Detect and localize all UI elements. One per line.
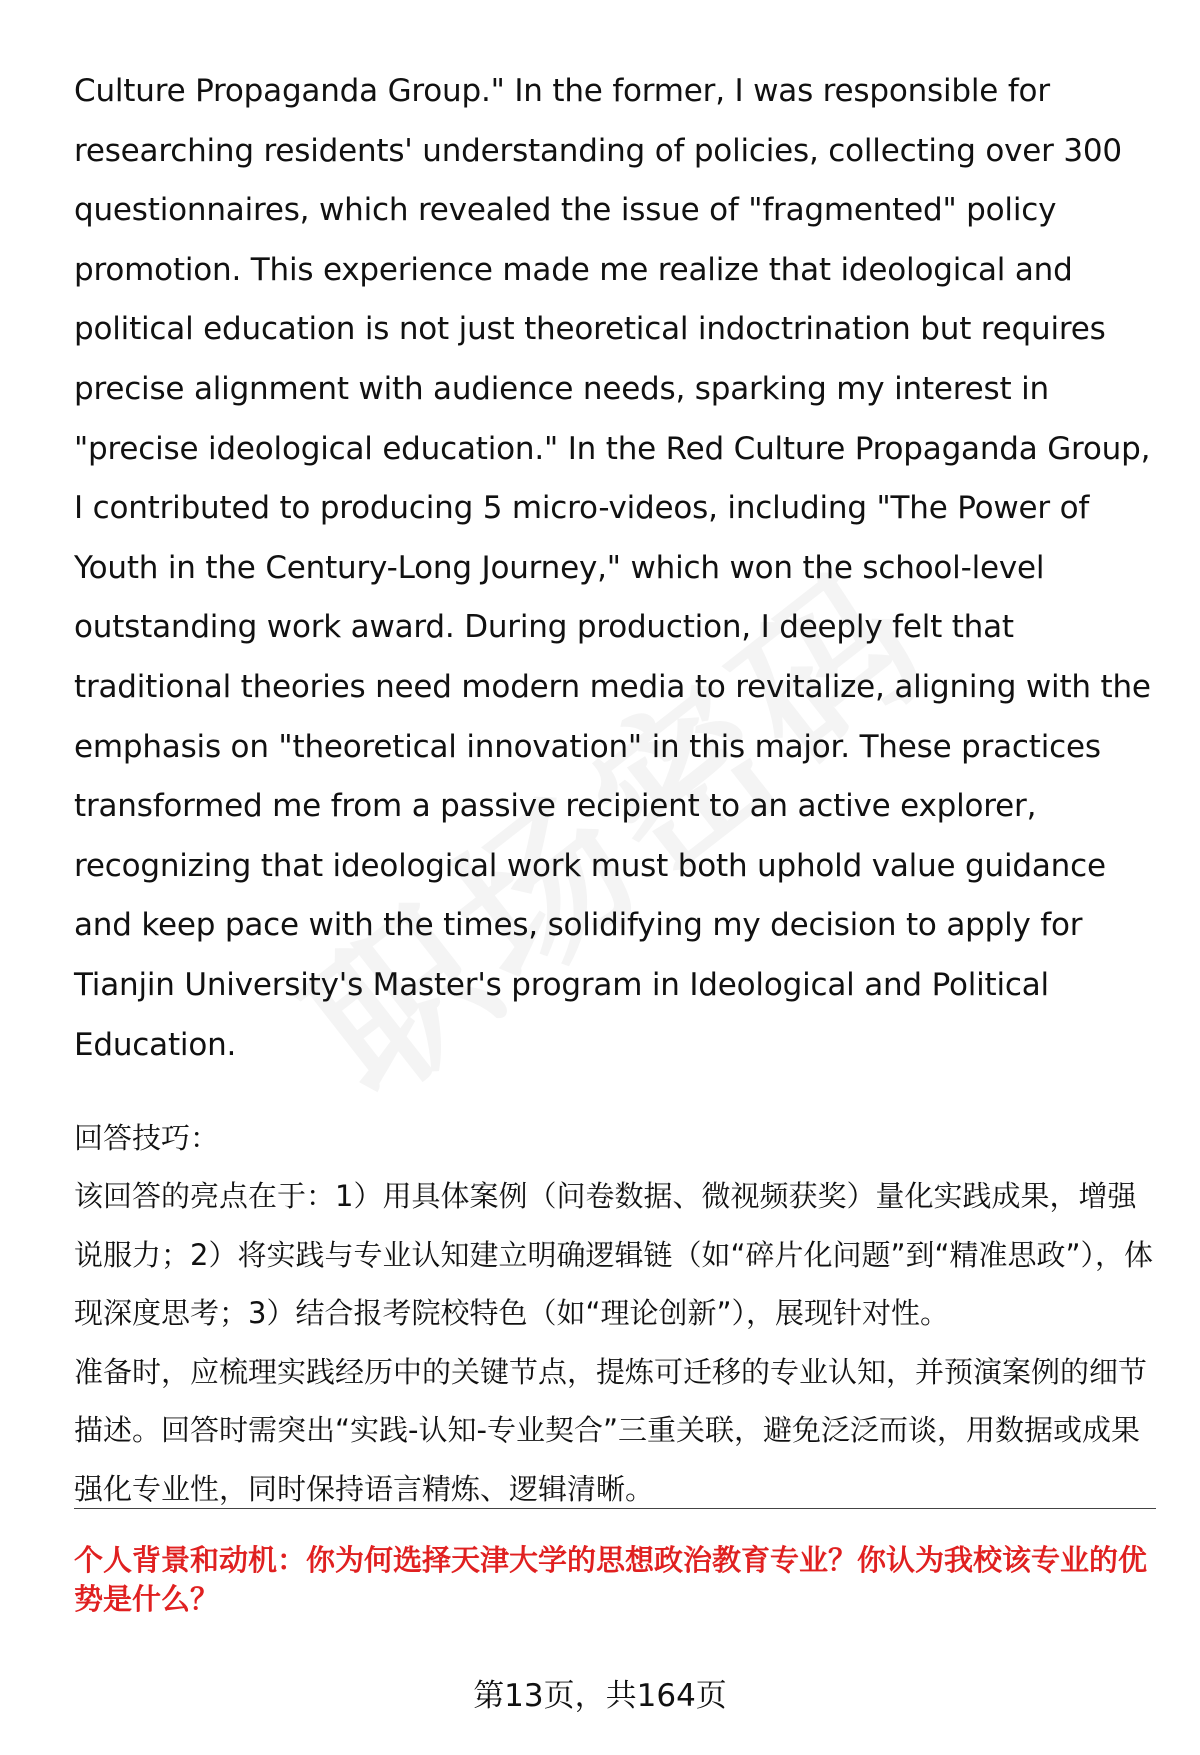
section-divider bbox=[74, 1508, 1156, 1509]
document-page bbox=[74, 62, 1159, 1518]
answer-paragraph: Culture Propaganda Group." In the former, I was responsible for researching residents' understanding of policies, collecting over 300 questionnaires, which revealed the issue of "fragmented" policy promotion. This experience made me realize that ideological and political education is not just theoretical indoctrination but requires precise alignment with audience needs, sparking my interest in "precise ideological education." In the Red Culture Propaganda Group, I contributed to producing 5 micro-videos, including "The Power of Youth in the Century-Long Journey," which won the school-level outstanding work award. During production, I deeply felt that traditional theories need modern media to revitalize, aligning with the emphasis on "theoretical innovation" in this major. These practices transformed me from a passive recipient to an active explorer, recognizing that ideological work must both uphold value guidance and keep pace with the times, solidifying my decision to apply for Tianjin University's Master's program in Ideological and Political Education. bbox=[74, 73, 1151, 1063]
tips-heading: 回答技巧： bbox=[74, 1121, 220, 1156]
tips-highlights: 该回答的亮点在于：1）用具体案例（问卷数据、微视频获奖）量化实践成果，增强说服力；2）将实践与专业认知建立明确逻辑链（如“碎片化问题”到“精准思政”），体现深度思考；3）结合报考院校特色（如“理论创新”），展现针对性。 bbox=[74, 1179, 1154, 1331]
page-number: 第13页，共164页 bbox=[473, 1678, 727, 1714]
answer-tips-section bbox=[74, 1109, 1159, 1518]
tips-preparation: 准备时，应梳理实践经历中的关键节点，提炼可迁移的专业认知，并预演案例的细节描述。回答时需突出“实践-认知-专业契合”三重关联，避免泛泛而谈，用数据或成果强化专业性，同时保持语言精炼、逻辑清晰。 bbox=[74, 1354, 1148, 1506]
next-question-heading: 个人背景和动机：你为何选择天津大学的思想政治教育专业？你认为我校该专业的优势是什么？ bbox=[74, 1543, 1148, 1616]
